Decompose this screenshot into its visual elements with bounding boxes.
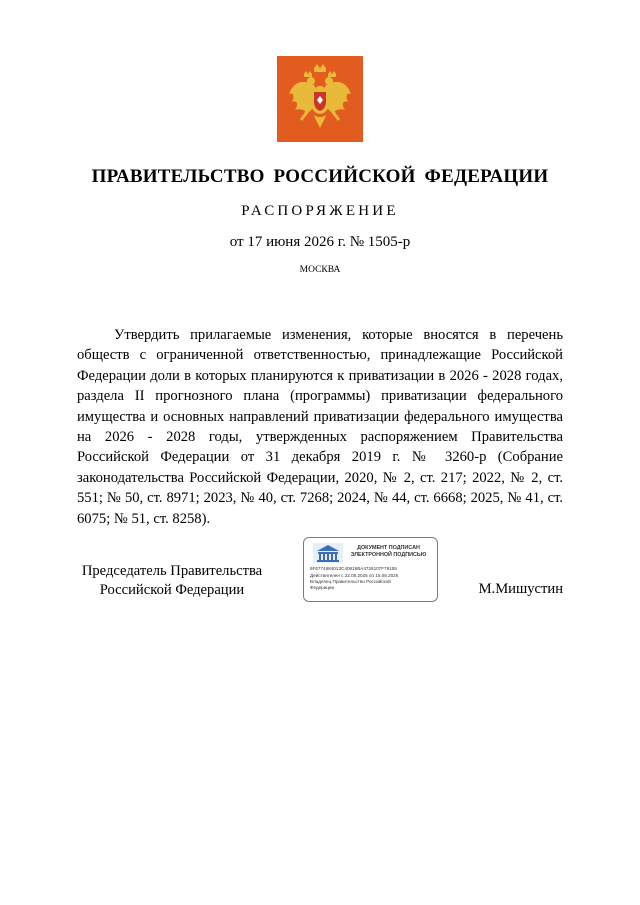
stamp-title-line1: ДОКУМЕНТ ПОДПИСАН [357, 545, 420, 551]
stamp-title [344, 545, 433, 559]
document-date-number: от 17 июня 2026 г. № 1505-р [229, 234, 411, 250]
government-building-icon [313, 543, 343, 563]
stamp-title-line2: ЭЛЕКТРОННОЙ ПОДПИСЬЮ [350, 552, 427, 559]
stamp-certificate: 6F677468401ЗC40818BA4726107F79155 [310, 566, 397, 571]
signatory-position [64, 562, 280, 600]
signatory-position-line2: Российской Федерации [99, 582, 245, 598]
stamp-validity: Действителен с 22.05.2025 по 15.08.2026 [310, 573, 399, 578]
electronic-signature-stamp [303, 537, 438, 602]
signatory-position-line1: Председатель Правительства [81, 563, 263, 579]
decree-paragraph: Утвердить прилагаемые изменения, которые вносятся в перечень обществ с ограниченной ответственностью, принадлежащие Российской Федерации доли в которых планируются к приватизации в 2026 - 2028 годах, раздела II прогнозного плана (программы) приватизации федерального имущества и основных направлений приватизации федерального имущества на 2026 - 2028 годы, утвержденных распоряжением Правительства Российской Федерации от 31 декабря 2019 г. № 3260-р (Собрание законодательства Российской Федерации, 2020, № 2, ст. 217; 2022, № 2, ст. 551; № 50, ст. 8971; 2023, № 40, ст. 7268; 2024, № 44, ст. 6668; 2025, № 41, ст. 6075; № 51, ст. 8258). [77, 327, 563, 527]
document-type: РАСПОРЯЖЕНИЕ [241, 203, 399, 219]
document-city: МОСКВА [299, 265, 341, 275]
coat-of-arms-icon [277, 56, 363, 142]
stamp-owner-line2: Федерации [310, 585, 335, 590]
government-title: ПРАВИТЕЛЬСТВО РОССИЙСКОЙ ФЕДЕРАЦИИ [91, 166, 549, 187]
signatory-name: М.Мишустин [478, 581, 563, 597]
stamp-owner-line1: Владелец Правительство Российской [310, 579, 391, 584]
